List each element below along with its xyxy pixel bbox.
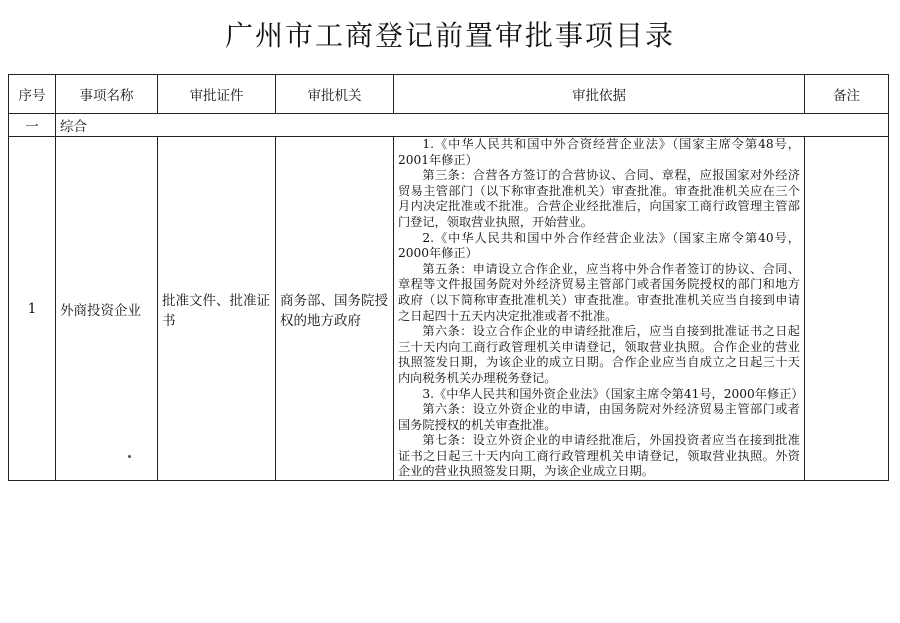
row-item-name: 外商投资企业 [56, 137, 158, 481]
row-remarks [805, 137, 889, 481]
basis-article-1: 第三条：合营各方签订的合营协议、合同、章程，应报国家对外经济贸易主管部门（以下称审查批准机关）审查批准。审查批准机关应在三个月内决定批准或不批准。合营企业经批准后，向国家工商行政管理主管部门登记，领取营业执照，开始营业。 [398, 168, 800, 229]
header-name: 事项名称 [56, 75, 158, 114]
basis-article-2a: 第五条：申请设立合作企业，应当将中外合作者签订的协议、合同、章程等文件报国务院对外经济贸易主管部门或者国务院授权的部门和地方政府（以下简称审查批准机关）审查批准。审查批准机关应当自接到申请之日起四十五天内决定批准或者不批准。 [398, 261, 800, 323]
header-remarks: 备注 [805, 75, 889, 114]
approval-catalog-table [8, 74, 889, 481]
header-seq: 序号 [9, 75, 56, 114]
basis-article-2b: 第六条：设立合作企业的申请经批准后，应当自接到批准证书之日起三十天内向工商行政管理机关申请登记，领取营业执照。合作企业的营业执照签发日期，为该企业的成立日期。合作企业应当自成立之日起三十天内向税务机关办理税务登记。 [398, 324, 800, 385]
section-label: 综合 [56, 114, 889, 137]
row-authority: 商务部、国务院授权的地方政府 [276, 137, 394, 481]
page-title: 广州市工商登记前置审批事项目录 [224, 19, 675, 52]
basis-law-3: 3.《中华人民共和国外资企业法》（国家主席令第41号，2000年修正） [422, 386, 804, 401]
basis-article-3b: 第七条：设立外资企业的申请经批准后，外国投资者应当在接到批准证书之日起三十天内向工商行政管理机关申请登记，领取营业执照。外资企业的营业执照签发日期，为该企业成立日期。 [398, 433, 800, 479]
header-basis: 审批依据 [394, 75, 805, 114]
row-seq: 1 [9, 137, 56, 481]
header-certificate: 审批证件 [158, 75, 276, 114]
section-row [9, 114, 889, 137]
table-header-row [9, 75, 889, 114]
basis-law-1: 1.《中华人民共和国中外合资经营企业法》（国家主席令第48号，2001年修正） [398, 137, 800, 167]
table-row [9, 137, 889, 481]
row-certificate: 批准文件、批准证书 [158, 137, 276, 481]
scan-speck [128, 455, 131, 458]
row-basis [394, 137, 805, 481]
header-authority: 审批机关 [276, 75, 394, 114]
basis-article-3a: 第六条：设立外资企业的申请，由国务院对外经济贸易主管部门或者国务院授权的机关审查批准。 [398, 402, 800, 432]
section-number: 一 [9, 114, 56, 137]
basis-law-2: 2.《中华人民共和国中外合作经营企业法》（国家主席令第40号，2000年修正） [398, 230, 800, 261]
